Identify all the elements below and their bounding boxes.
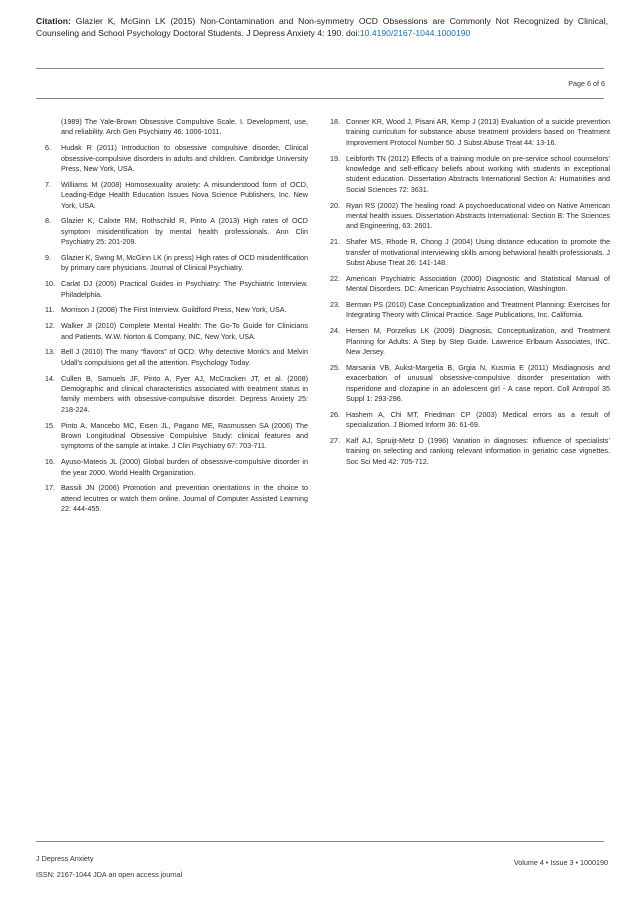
reference-item: 19. Leibforth TN (2012) Effects of a training module on pre-service school counselors’ knowledge and self-efficacy beliefs about working with students in exceptional student education. Dissertation Abstracts International Section A: Humanities and Social Sciences 72: 3631. (330, 153, 610, 194)
footer-divider (36, 841, 604, 842)
page-number: Page 6 of 6 (568, 79, 605, 88)
reference-item: 11. Morrison J (2008) The First Interview. Guildford Press, New York, USA. (45, 305, 287, 315)
references-left-column (45, 117, 308, 520)
header-divider-top (36, 68, 604, 69)
reference-item: 6. Hudak R (2011) Introduction to obsessive compulsive disorder, Clinical obsessive-compulsive disorders in adults and children. Cambridge University Press, New York, USA. (45, 143, 308, 174)
footer-issn: ISSN: 2167-1044 JDA an open access journal (36, 869, 183, 879)
reference-item: 7. Williams M (2008) Homosexuality anxiety: A misunderstood form of OCD, Leading-Edge Health Education Issues Nova Science Publishers, Inc. New York, USA. (45, 179, 308, 210)
footer-left (36, 851, 182, 882)
reference-item: 18. Conner KR, Wood J, Pisani AR, Kemp J (2013) Evaluation of a suicide prevention training curriculum for substance abuse treatment providers based on Treatment Improvement Protocol Number 50. J Subst Abuse Treat 44: 13-16. (330, 117, 610, 147)
reference-item: (1989) The Yale-Brown Obsessive Compulsive Scale. I. Development, use, and reliability. Arch Gen Psychiatry 46: 1006-1011. (61, 117, 308, 137)
reference-item: 8. Glazier K, Calixte RM, Rothschild R, Pinto A (2013) High rates of OCD symptom misidentification by mental health professionals. Ann Clin Psychiatry 25: 201-209. (45, 216, 308, 247)
citation-doi-link[interactable]: 10.4190/2167-1044.1000190 (359, 28, 471, 39)
reference-item: 13. Bell J (2010) The many “flavors” of OCD: Why detective Monk’s and Melvin Udall’s compulsions get all the attention. Psychology Today. (45, 347, 308, 367)
reference-item: 21. Shafer MS, Rhode R, Chong J (2004) Using distance education to promote the transfer of motivational interviewing skills among behavioral health professionals. J Subst Abuse Treat 26: 141-148. (330, 237, 610, 268)
references-right-column (330, 117, 610, 473)
reference-item: 23. Berman PS (2010) Case Conceptualization and Treatment Planning: Exercises for Integrating Theory with Clinical Practice. Sage Publications, Inc. California. (330, 300, 610, 320)
reference-item: 20. Ryan RS (2002) The healing road: A psychoeducational video on Native American mental health issues. Dissertation Abstracts International: Section B: The Sciences and Engineering, 63: 2601. (330, 200, 610, 231)
reference-item: 10. Carlat DJ (2005) Practical Guides in Psychiatry: The Psychiatric Interview. Philadelphia. (45, 279, 308, 299)
reference-item: 16. Ayuso-Mateos JL (2000) Global burden of obsessive-compulsive disorder in the year 2000. World Health Organization. (45, 457, 308, 477)
reference-item: 9. Glazier K, Swing M, McGinn LK (in press) High rates of OCD misidentification by primary care physicians. Journal of Clinical Psychiatry. (45, 253, 308, 273)
citation (36, 15, 608, 40)
reference-item: 26. Hashem A, Chi MT, Friedman CP (2003) Medical errors as a result of specialization. J Biomed Inform 36: 61-69. (330, 409, 610, 430)
citation-label: Citation: (36, 16, 71, 26)
reference-item: 24. Hersen M, Porzelius LK (2009) Diagnosis, Conceptualization, and Treatment Planning for Adults: A Step by Step Guide. Lawrence Erlbaum Associates, INC. New Jersey. (330, 326, 610, 357)
citation-text: Glazier K, McGinn LK (2015) Non-Contamination and Non-symmetry OCD Obsessions are Commonly Not Recognized by Clinical, Counseling and School Psychology Doctoral Students. J Depress Anxiety 4: 190. doi: (36, 16, 608, 39)
reference-item: 12. Walker JI (2010) Complete Mental Health: The Go-To Guide for Clinicians and Patients. W.W. Norton & Company, INC, New York, USA. (45, 321, 308, 341)
reference-item: 25. Marsania VB, Aukst-Margetia B, Grgia N, Kusmia E (2011) Misdiagnosis and exacerbation of unusual obsessive-compulsive disorder presentation with risperidone and clozapine in an adolescent girl - A case report. Coll Antropol 35 Suppl 1: 293-296. (330, 362, 610, 404)
footer-volume: Volume 4 • Issue 3 • 1000190 (513, 858, 608, 867)
reference-item: 14. Cullen B, Samuels JF, Pinto A, Fyer AJ, McCracken JT, et al. (2008) Demographic and clinical characteristics associated with treatment status in family members with obsessive-compulsive disorder. Depress Anxiety 25: 218-224. (45, 373, 308, 414)
reference-item: 22. American Psychiatric Association (2000) Diagnostic and Statistical Manual of Mental Disorders. DC: American Psychiatric Association, Washington. (330, 273, 610, 294)
reference-item: 15. Pinto A, Mancebo MC, Eisen JL, Pagano ME, Rasmussen SA (2006) The Brown Longitudinal Obsessive Compulsive Study: clinical features and symptoms of the sample at intake. J Clin Psychiatry 67: 703-711. (45, 420, 308, 451)
footer-journal: J Depress Anxiety (36, 854, 94, 863)
header-divider-bottom (36, 98, 604, 99)
reference-item: 27. Kalf AJ, Spruijt-Metz D (1996) Variation in diagnoses: influence of specialists’ training on selecting and ranking relevant information in geriatric case vignettes. Soc Sci Med 42: 705-712. (330, 436, 610, 466)
reference-item: 17. Bassili JN (2006) Promotion and prevention orientations in the choice to attend lecutres or watch them online. Journal of Computer Assisted Learning 22: 444-455. (45, 483, 308, 514)
